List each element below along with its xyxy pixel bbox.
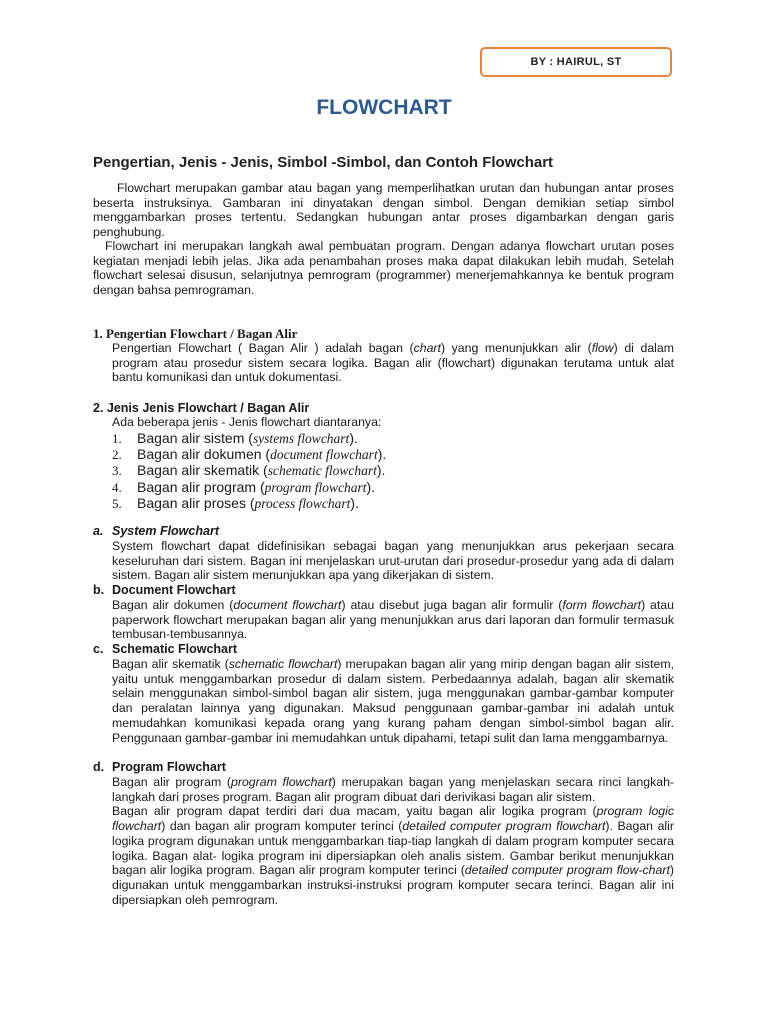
subsection-c-heading: c. Schematic Flowchart: [93, 642, 238, 656]
page-subtitle: Pengertian, Jenis - Jenis, Simbol -Simbol, dan Contoh Flowchart: [93, 154, 554, 171]
intro-paragraph-1: Flowchart merupakan gambar atau bagan yang memperlihatkan urutan dan hubungan antar proses beserta instruksinya. Gambaran ini dinyatakan dengan simbol. Dengan demikian setiap simbol menggambarkan proses tertentu. Sedangkan hubungan antar proses digambarkan dengan garis penghubung.: [93, 181, 674, 240]
list-item: 4. Bagan alir program (program flowchart).: [112, 478, 376, 495]
author-badge: BY : HAIRUL, ST: [480, 47, 672, 77]
subsection-b-body: Bagan alir dokumen (document flowchart) atau disebut juga bagan alir formulir (form flowchart) atau paperwork flowchart merupakan bagan alir yang menunjukkan arus dari laporan dan formulir termasuk tembusan-tembusannya.: [112, 598, 674, 642]
subsection-b-heading: b. Document Flowchart: [93, 583, 236, 597]
page-title: FLOWCHART: [316, 96, 452, 119]
section-1-heading: 1. Pengertian Flowchart / Bagan Alir: [93, 326, 298, 341]
list-item: 3. Bagan alir skematik (schematic flowchart).: [112, 462, 386, 479]
list-item: 5. Bagan alir proses (process flowchart).: [112, 494, 359, 511]
section-2-heading: 2. Jenis Jenis Flowchart / Bagan Alir: [93, 401, 310, 415]
subsection-d-heading: d. Program Flowchart: [93, 760, 226, 774]
intro-paragraph-2: Flowchart ini merupakan langkah awal pembuatan program. Dengan adanya flowchart urutan poses kegiatan menjadi lebih jelas. Jika ada penambahan proses maka dapat dilakukan lebih mudah. Setelah flowchart selesai disusun, selanjutnya pemrogram (programmer) menerjemahkannya ke bentuk program dengan bahsa pemrograman.: [93, 239, 674, 298]
subsection-a-body: System flowchart dapat didefinisikan sebagai bagan yang menunjukkan arus pekerjaan secara keseluruhan dari sistem. Bagan ini menjelaskan urut-urutan dari prosedur-prosedur yang ada di dalam sistem. Bagan alir sistem menunjukkan apa yang dikerjakan di sistem.: [112, 539, 674, 583]
subsection-d-body: Bagan alir program (program flowchart) merupakan bagan yang menjelaskan secara rinci langkah-langkah dari proses program. Bagan alir program dibuat dari derivikasi bagan alir sistem. Bagan alir program dapat terdiri dari dua macam, yaitu bagan alir logika program (program logic flowchart) dan bagan alir program komputer terinci (detailed computer program flowchart). Bagan alir logika program digunakan untuk menggambarkan tiap-tiap langkah di dalam program komputer secara logika. Bagan alat- logika program ini dipersiapkan oleh analis sistem. Gambar berikut menunjukkan bagan alir logika program. Bagan alir program komputer terinci (detailed computer program flow-chart) digunakan untuk menggambarkan instruksi-instruksi program komputer secara terinci. Bagan alir ini dipersiapkan oleh pemrogram.: [112, 775, 674, 907]
section-2-intro: Ada beberapa jenis - Jenis flowchart diantaranya:: [112, 415, 382, 429]
flowchart-types-list: [112, 430, 386, 511]
subsection-c-body: Bagan alir skematik (schematic flowchart) merupakan bagan alir yang mirip dengan bagan alir sistem, yaitu untuk menggambarkan prosedur di dalam sistem. Perbedaannya adalah, bagan alir skematik selain menggunakan simbol-simbol bagan alir sistem, juga menggunakan gambar-gambar komputer dan peralatan lainnya yang digunakan. Maksud penggunaan gambar-gambar ini adalah untuk memudahkan komunikasi kepada orang yang kurang paham dengan simbol-simbol bagan alir. Penggunaan gambar-gambar ini memudahkan untuk dipahami, tetapi sulit dan lama menggambarnya.: [112, 657, 674, 745]
list-item: 2. Bagan alir dokumen (document flowchart).: [112, 446, 387, 463]
list-item: 1. Bagan alir sistem (systems flowchart).: [112, 430, 358, 446]
section-1-body: Pengertian Flowchart ( Bagan Alir ) adalah bagan (chart) yang menunjukkan alir (flow) di dalam program atau prosedur sistem secara logika. Bagan alir (flowchart) digunakan terutama untuk alat bantu komunikasi dan untuk dokumentasi.: [112, 341, 674, 385]
subsection-a-heading: a. System Flowchart: [93, 524, 219, 538]
